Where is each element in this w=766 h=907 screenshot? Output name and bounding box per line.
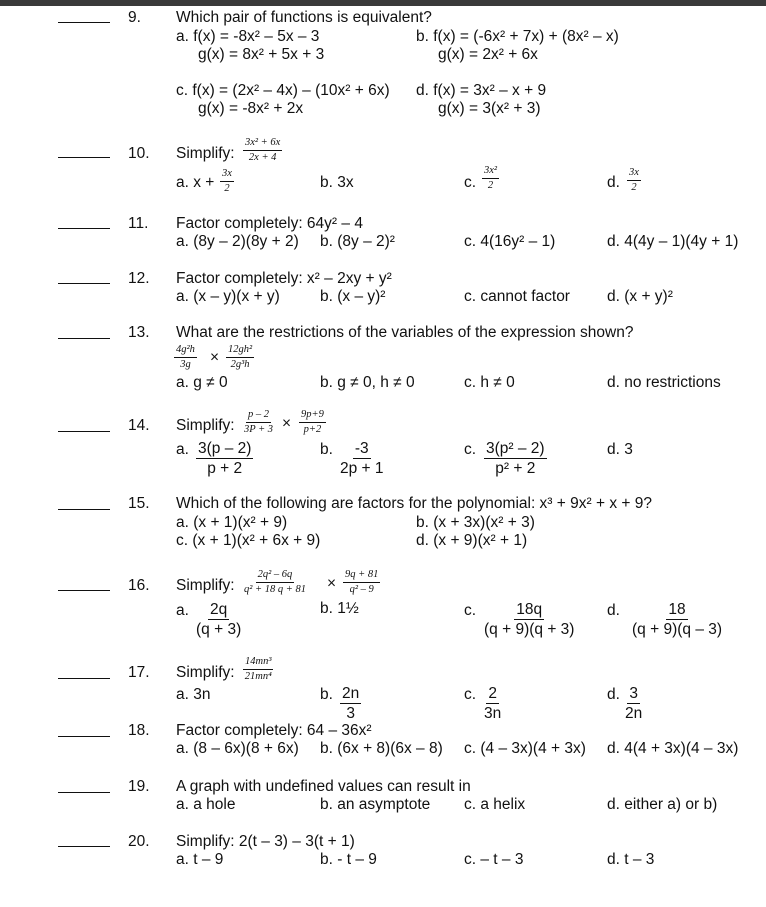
choice-c-label: c.	[464, 441, 477, 458]
question-stem: Factor completely: 64y² – 4	[176, 215, 363, 232]
question-stem: Simplify: 2(t – 3) – 3(t + 1)	[176, 833, 355, 850]
question-stem: Which of the following are factors for the polynomial: x³ + 9x² + x + 9?	[176, 495, 652, 512]
choice-c: c. (4 – 3x)(4 + 3x)	[464, 740, 586, 757]
choice-d: d. 4(4y – 1)(4y + 1)	[607, 233, 739, 250]
question-number: 14.	[128, 417, 150, 434]
choice-a: a. (x + 1)(x² + 9)	[176, 514, 288, 531]
choice-c: c.	[464, 174, 477, 191]
question-number: 11.	[128, 215, 149, 232]
times-sign: ×	[327, 575, 337, 592]
choice-d-label: d.	[607, 686, 620, 703]
question-stem: Simplify:	[176, 417, 235, 434]
choice-b-fraction: $\frac{2n}{3}$	[342, 685, 360, 722]
choice-d: d. (x + y)²	[607, 288, 673, 305]
times-sign: ×	[282, 415, 292, 432]
answer-blank-11[interactable]	[58, 228, 110, 229]
choice-d-fraction: $\frac{3}{2n}$	[625, 685, 643, 722]
expression-fraction-2: $\frac{\text{12gh²}}{\text{2g³h}}$	[228, 344, 253, 370]
choice-b: b. - t – 9	[320, 851, 377, 868]
question-stem: Simplify:	[176, 664, 235, 681]
choice-b-label: b.	[320, 686, 333, 703]
question-number: 20.	[128, 833, 150, 850]
expression-fraction-1: $\frac{\text{4g²h}}{3g}$	[176, 344, 195, 370]
expression-fraction-2: $\frac{9p+9}{p+2}$	[301, 409, 324, 435]
question-number: 12.	[128, 270, 150, 287]
choice-d: d. either a) or b)	[607, 796, 718, 813]
choice-a: a. x +	[176, 174, 215, 191]
choice-d-line2: g(x) = 3(x² + 3)	[438, 100, 541, 117]
choice-c-fraction: $\frac{\text{3(p² – 2)}}{\text{p² + 2}}$	[486, 440, 545, 477]
expression-fraction: $\frac{\text{14mn³}}{\text{21mn⁴}}$	[244, 656, 272, 682]
choice-c-fraction: $\frac{2}{3n}$	[484, 685, 502, 722]
answer-blank-10[interactable]	[58, 157, 110, 158]
question-stem: A graph with undefined values can result in	[176, 778, 471, 795]
question-stem: Factor completely: x² – 2xy + y²	[176, 270, 392, 287]
question-number: 15.	[128, 495, 150, 512]
question-number: 19.	[128, 778, 150, 795]
choice-a-fraction: $\frac{3x}{2}$	[222, 168, 232, 194]
choice-a: a. a hole	[176, 796, 236, 813]
choice-c: c. h ≠ 0	[464, 374, 515, 391]
question-number: 13.	[128, 324, 150, 341]
answer-blank-16[interactable]	[58, 590, 110, 591]
choice-b-fraction: $\frac{-3}{2p + 1}$	[340, 440, 384, 477]
choice-b: b. (8y – 2)²	[320, 233, 395, 250]
choice-a: a. t – 9	[176, 851, 224, 868]
answer-blank-13[interactable]	[58, 338, 110, 339]
choice-c-fraction: $\frac{\text{3x²}}{2}$	[484, 165, 498, 191]
choice-d: d. 3	[607, 441, 633, 458]
choice-b: b. g ≠ 0, h ≠ 0	[320, 374, 415, 391]
choice-b: b. 3x	[320, 174, 354, 191]
question-number: 18.	[128, 722, 150, 739]
expression-fraction-1: $\frac{\text{2q² – 6q}}{\text{q² + 18 q + 81}}$	[244, 569, 306, 595]
answer-blank-17[interactable]	[58, 678, 110, 679]
choice-a: a. 3n	[176, 686, 211, 703]
choice-c: c. 4(16y² – 1)	[464, 233, 556, 250]
choice-a-fraction: $\frac{2q}{(q + 3)}$	[196, 601, 242, 638]
choice-d-line1: d. f(x) = 3x² – x + 9	[416, 82, 547, 99]
choice-c-fraction: $\frac{18q}{(q + 9)(q + 3)}$	[484, 601, 575, 638]
choice-c: c. (x + 1)(x² + 6x + 9)	[176, 532, 321, 549]
choice-a-fraction: $\frac{3(p - 2)}{p + 2}$	[198, 440, 252, 477]
answer-blank-14[interactable]	[58, 431, 110, 432]
choice-c-line2: g(x) = -8x² + 2x	[198, 100, 304, 117]
answer-blank-18[interactable]	[58, 736, 110, 737]
choice-a: a. (8y – 2)(8y + 2)	[176, 233, 299, 250]
choice-d-fraction: $\frac{18}{(q + 9)(q - 3)}$	[632, 601, 723, 638]
choice-d: d. t – 3	[607, 851, 655, 868]
choice-c-label: c.	[464, 602, 477, 619]
choice-b: b. 1½	[320, 600, 359, 617]
choice-b-label: b.	[320, 441, 333, 458]
answer-blank-12[interactable]	[58, 283, 110, 284]
choice-d-fraction: $\frac{3x}{2}$	[629, 167, 639, 193]
choice-c-line1: c. f(x) = (2x² – 4x) – (10x² + 6x)	[176, 82, 390, 99]
question-stem: Simplify:	[176, 145, 235, 162]
choice-b: b. (6x + 8)(6x – 8)	[320, 740, 443, 757]
choice-d: d.	[607, 174, 620, 191]
answer-blank-20[interactable]	[58, 846, 110, 847]
expression-fraction: $\frac{\text{3x² + 6x}}{2x + 4}$	[245, 137, 281, 163]
question-stem: Factor completely: 64 – 36x²	[176, 722, 372, 739]
choice-a-label: a.	[176, 441, 189, 458]
times-sign: ×	[210, 349, 220, 366]
choice-b: b. (x + 3x)(x² + 3)	[416, 514, 535, 531]
choice-c: c. cannot factor	[464, 288, 570, 305]
question-number: 16.	[128, 577, 150, 594]
question-number: 17.	[128, 664, 150, 681]
choice-a: a. (8 – 6x)(8 + 6x)	[176, 740, 299, 757]
choice-d: d. (x + 9)(x² + 1)	[416, 532, 528, 549]
choice-a-label: a.	[176, 602, 189, 619]
choice-d: d. no restrictions	[607, 374, 721, 391]
choice-c-label: c.	[464, 686, 477, 703]
answer-blank-9[interactable]	[58, 22, 110, 23]
expression-fraction-2: $\frac{9q + 81}{\text{q² – 9}}$	[345, 569, 379, 595]
choice-d: d. 4(4 + 3x)(4 – 3x)	[607, 740, 739, 757]
question-number: 10.	[128, 145, 150, 162]
answer-blank-15[interactable]	[58, 509, 110, 510]
expression-fraction-1: $\frac{p - 2}{3P + 3}$	[244, 409, 274, 435]
window-top-bar	[0, 0, 766, 6]
choice-a-line2: g(x) = 8x² + 5x + 3	[198, 46, 325, 63]
choice-b: b. (x – y)²	[320, 288, 386, 305]
answer-blank-19[interactable]	[58, 792, 110, 793]
question-stem: Simplify:	[176, 577, 235, 594]
choice-b-line2: g(x) = 2x² + 6x	[438, 46, 538, 63]
choice-a: a. (x – y)(x + y)	[176, 288, 280, 305]
choice-c: c. – t – 3	[464, 851, 524, 868]
question-number: 9.	[128, 9, 141, 26]
question-stem: Which pair of functions is equivalent?	[176, 9, 432, 26]
choice-c: c. a helix	[464, 796, 526, 813]
choice-b: b. an asymptote	[320, 796, 431, 813]
choice-b-line1: b. f(x) = (-6x² + 7x) + (8x² – x)	[416, 28, 619, 45]
question-stem: What are the restrictions of the variables of the expression shown?	[176, 324, 634, 341]
choice-d-label: d.	[607, 602, 620, 619]
choice-a-line1: a. f(x) = -8x² – 5x – 3	[176, 28, 320, 45]
choice-a: a. g ≠ 0	[176, 374, 228, 391]
